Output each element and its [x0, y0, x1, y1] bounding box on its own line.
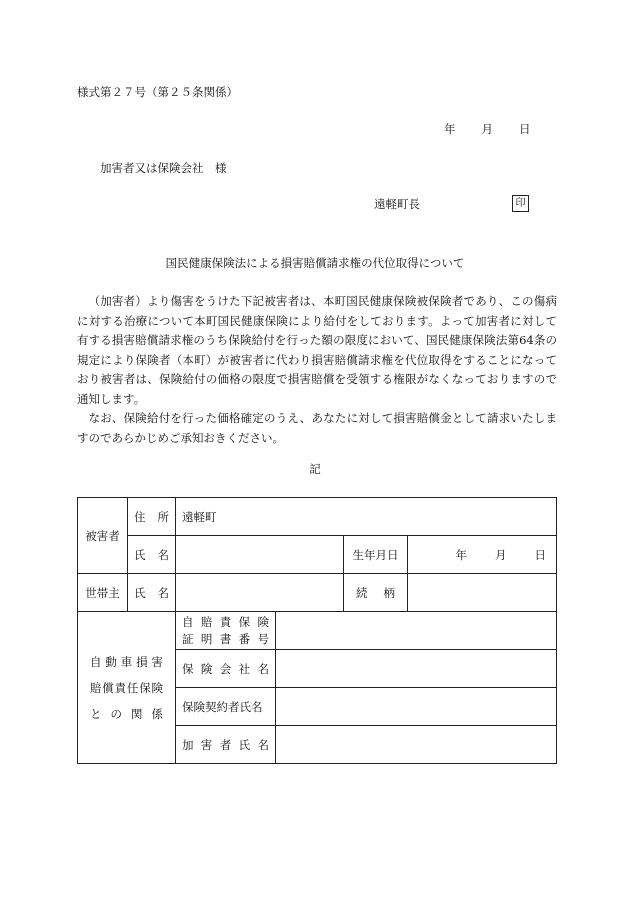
date-day: 日: [519, 122, 531, 136]
relation-label: 続 柄: [344, 574, 408, 612]
date-line: [444, 121, 531, 137]
jibaiseki-cert-value[interactable]: [276, 612, 557, 650]
birth-month: 月: [495, 547, 507, 562]
policyholder-name-value[interactable]: [276, 688, 557, 726]
detail-table: [77, 497, 557, 764]
address-value[interactable]: 遠軽町: [176, 498, 557, 536]
date-month: 月: [481, 122, 493, 136]
name-label: 氏 名: [128, 536, 176, 574]
seal-mark: 印: [512, 195, 529, 212]
birth-day: 日: [534, 547, 546, 562]
body-paragraph-2: なお、保険給付を行った価格確定のうえ、あなたに対して損害賠償金として請求いたしますのであらかじめご承知おきください。: [77, 411, 557, 445]
name-value[interactable]: [176, 536, 344, 574]
insurance-group-label: 自 動 車 損 害 賠 償 責 任 保 険 と の 関 係: [78, 612, 176, 764]
insurance-company-label: 保 険 会 社 名: [176, 650, 276, 688]
recipient: 加害者又は保険会社 様: [100, 161, 227, 175]
policyholder-name-label: 保険契約者氏名: [176, 688, 276, 726]
address-label: 住 所: [128, 498, 176, 536]
householder-label: 世帯主: [78, 574, 128, 612]
householder-name-value[interactable]: [176, 574, 344, 612]
insurance-company-value[interactable]: [276, 650, 557, 688]
householder-name-label: 氏 名: [128, 574, 176, 612]
birth-year: 年: [455, 547, 467, 562]
ki-heading: 記: [309, 462, 321, 476]
body-paragraph-1: （加害者）より傷害をうけた下記被害者は、本町国民健康保険被保険者であり、この傷病に対する治療について本町国民健康保険により給付をしております。よって加害者に対して有する損害賠償請求権のうち保険給付を行った額の限度において、国民健康保険法第64条の規定により保険者（本町）が被害者に代わり損害賠償請求権を代位取得をすることになっており被害者は、保険給付の価格の限度で損害賠償を受領する権限がなくなっておりますので通知します。: [77, 294, 557, 406]
birthdate-label: 生年月日: [344, 536, 408, 574]
perpetrator-name-value[interactable]: [276, 726, 557, 764]
jibaiseki-cert-label: 自 賠 責 保 険 証 明 書 番 号: [176, 612, 276, 650]
date-year: 年: [444, 122, 456, 136]
sender-town-mayor: 遠軽町長: [374, 197, 420, 211]
perpetrator-name-label: 加 害 者 氏 名: [176, 726, 276, 764]
body-text: [77, 292, 557, 448]
relation-value[interactable]: [408, 574, 557, 612]
victim-label: 被害者: [78, 498, 128, 574]
document-title: 国民健康保険法による損害賠償請求権の代位取得について: [165, 256, 465, 270]
birthdate-value[interactable]: [408, 536, 557, 574]
form-number: 様式第２７号（第２５条関係）: [77, 85, 238, 99]
